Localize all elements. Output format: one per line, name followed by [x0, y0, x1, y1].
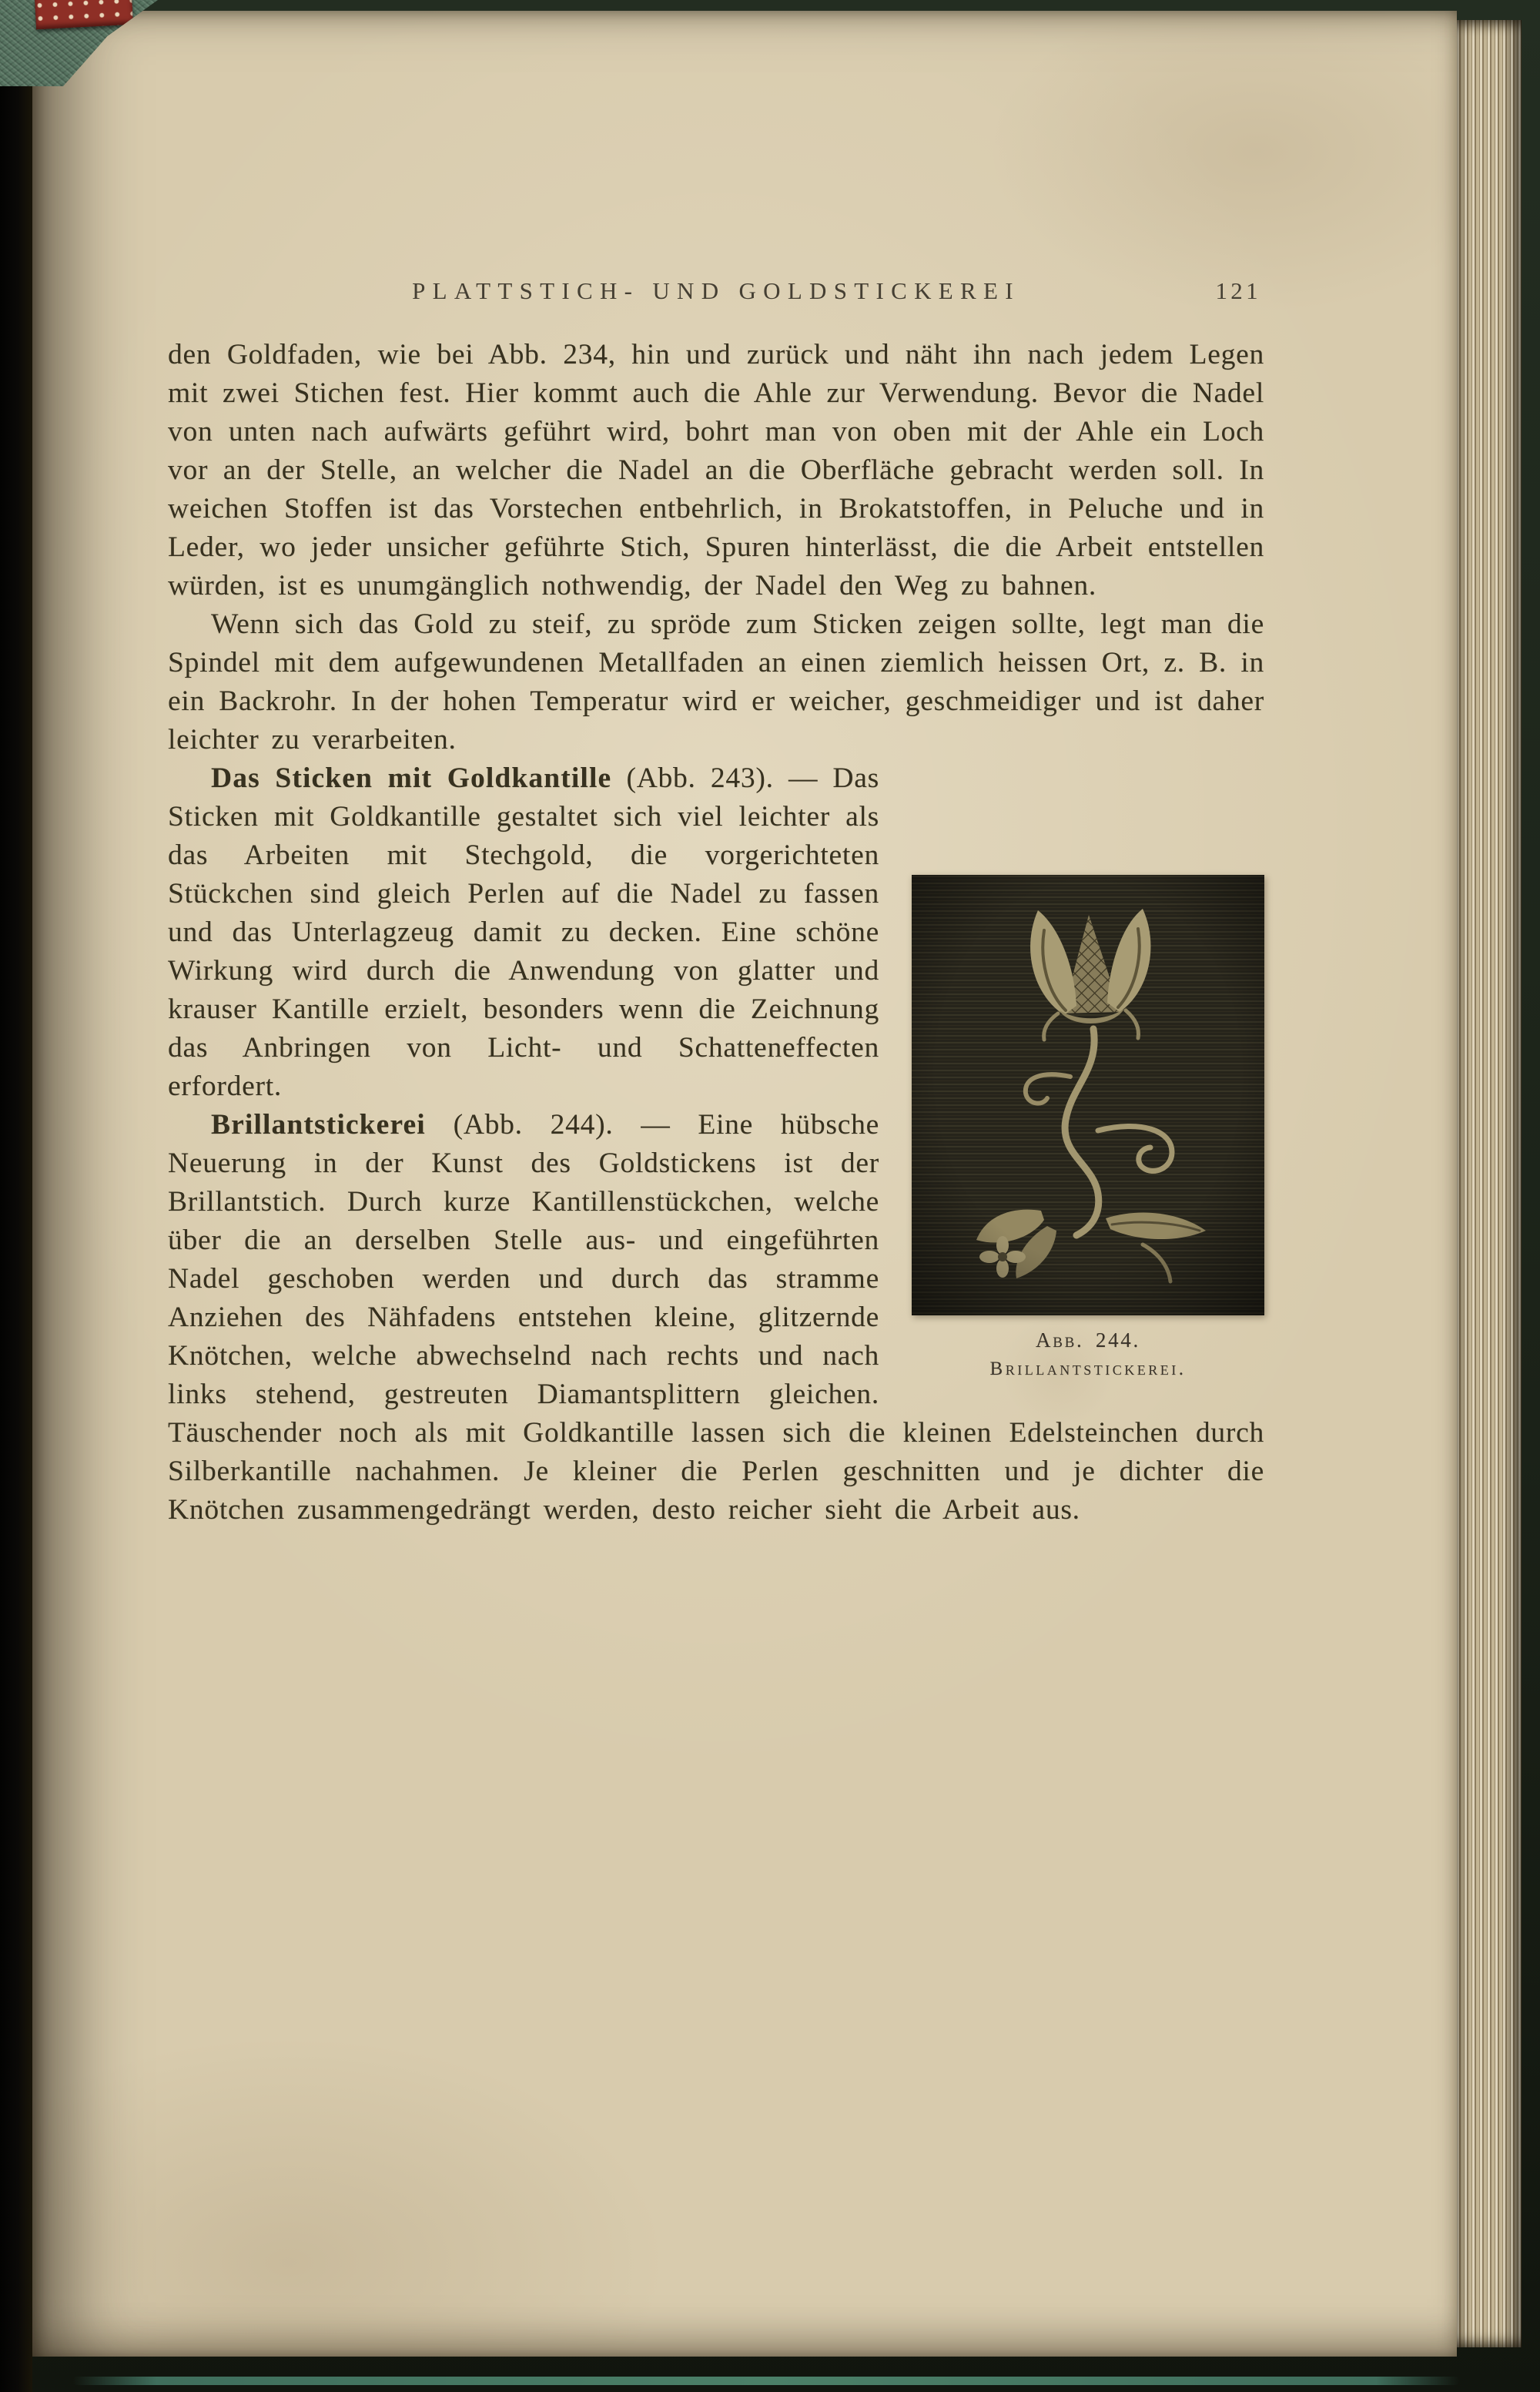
book-page: [32, 11, 1457, 2357]
page-edges: [1457, 20, 1522, 2347]
paragraph-text: (Abb. 244). — Eine hübsche Neuerung in der Kunst des Goldstickens ist der Brillantstich. Durch kurze Kantillenstückchen, welche über die an derselben Stelle aus- und eingeführten Nadel geschoben werden und durch das stramme Anziehen des Nähfadens entstehen kleine, glitzernde Knötchen, welche abwechselnd nach rechts und nach links stehend, gestreuten Diamantsplittern gleichen. Täuschender noch als mit Goldkantille lassen sich die kleinen Edelsteinchen durch Silberkantille nachahmen. Je kleiner die Perlen geschnitten und je dichter die Knötchen zusammengedrängt werden, desto reicher sieht die Arbeit aus.: [168, 1109, 1264, 1526]
running-title: PLATTSTICH- UND GOLDSTICKEREI: [412, 277, 1020, 304]
figure-caption-number: Abb. 244.: [1036, 1328, 1140, 1352]
paragraph-lead: Das Sticken mit Goldkantille: [211, 762, 612, 794]
page-number: 121: [1215, 277, 1261, 304]
paragraph-lead: Brillantstickerei: [211, 1109, 426, 1141]
brillantstickerei-figure: [912, 875, 1264, 1315]
figure-caption: [912, 1326, 1264, 1383]
book-spine: [0, 0, 32, 2392]
figure-caption-title: Brillantstickerei.: [989, 1358, 1187, 1379]
cover-bottom-edge: [73, 2377, 1459, 2385]
page-body: [168, 336, 1264, 1529]
paragraph-gold-softening: Wenn sich das Gold zu steif, zu spröde zum Sticken zeigen sollte, legt man die Spindel mit dem aufgewundenen Metallfaden an einen ziemlich heissen Ort, z. B. in ein Backrohr. In der hohen Temperatur wird er weicher, geschmeidiger und ist daher leichter zu verarbeiten.: [168, 608, 1264, 755]
paragraph-goldfaden: den Goldfaden, wie bei Abb. 234, hin und zurück und näht ihn nach jedem Legen mit zwei Stichen fest. Hier kommt auch die Ahle zur Verwendung. Bevor die Nadel von unten nach aufwärts geführt wird, bohrt man von oben mit der Ahle ein Loch vor an der Stelle, an welcher die Nadel an die Oberfläche gebracht werden soll. In weichen Stoffen ist das Vorstechen entbehrlich, in Brokatstoffen, in Peluche und in Leder, wo jeder unsicher geführte Stich, Spuren hinterlässt, die die Arbeit entstellen würden, ist es unumgänglich nothwendig, der Nadel den Weg zu bahnen.: [168, 339, 1264, 601]
figure-block: [912, 875, 1264, 1383]
paragraph-text: (Abb. 243). — Das Sticken mit Goldkantille gestaltet sich viel leichter als das Arbeiten mit Stechgold, die vorgerichteten Stückchen sind gleich Perlen auf die Nadel zu fassen und das Unterlagzeug damit zu decken. Eine schöne Wirkung wird durch die Anwendung von glatter und krauser Kantille erzielt, besonders wenn die Zeichnung das Anbringen von Licht- und Schatteneffecten erfordert.: [168, 762, 879, 1102]
page-header: [168, 277, 1264, 313]
cover-ornament: [35, 0, 133, 29]
